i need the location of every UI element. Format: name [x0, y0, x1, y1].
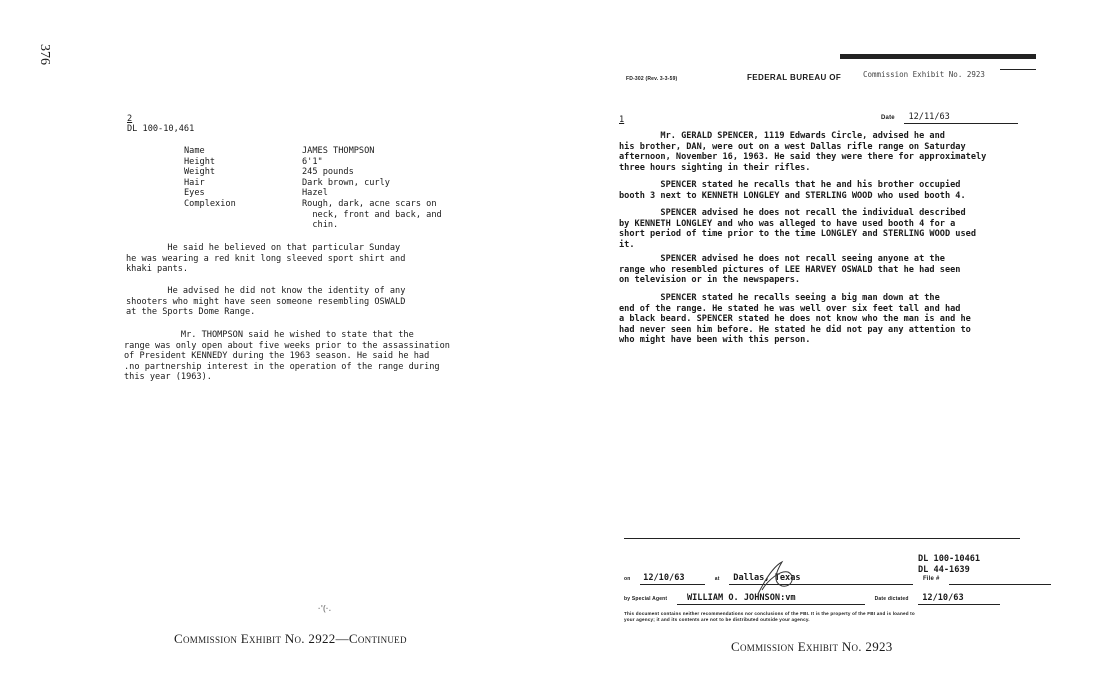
file-number: DL 100-10461: [918, 554, 981, 564]
exhibit-stamp: Commission Exhibit No. 2923: [863, 70, 985, 79]
right-paragraph-5: SPENCER stated he recalls seeing a big man down at the end of the range. He stated he was well over six feet tall and had a black beard. SPENCER stated he does not know who the man is and he had never seen him before. He stated he did not pay any attention to who might have been with this person.: [619, 293, 971, 346]
field-label: Complexion: [184, 198, 236, 209]
agency-name: FEDERAL BUREAU OF: [747, 73, 842, 82]
at-label: at: [714, 576, 720, 582]
right-paragraph-4: SPENCER advised he does not recall seeing anyone at the range who resembled pictures of LEE HARVEY OSWALD that he had seen on television or in the newspapers.: [619, 254, 961, 286]
form-code: FD-302 (Rev. 3-3-59): [626, 76, 678, 82]
left-paragraph-3: Mr. THOMPSON said he wished to state that the range was only open about five weeks prior to the assassination of President KENNEDY during the 1963 season. He said he had .no partnership interest in the operation of the range during this year (1963).: [124, 330, 450, 383]
right-paragraph-2: SPENCER stated he recalls that he and his brother occupied booth 3 next to KENNETH LONGLEY and STERLING WOOD who used booth 4.: [619, 180, 966, 201]
description-table: [184, 146, 442, 231]
file-label: File #: [922, 576, 940, 582]
date-label: Date: [881, 115, 895, 121]
right-page-number: 1: [619, 115, 625, 125]
left-page-number: 2: [127, 114, 133, 124]
field-value: Rough, dark, acne scars on neck, front and back, and chin.: [302, 198, 442, 231]
left-file-ref: DL 100-10,461: [127, 124, 195, 134]
field-value: 6'1": [302, 156, 323, 167]
page-number: 376: [37, 44, 52, 65]
field-label: Weight: [184, 167, 216, 178]
agent-name: WILLIAM O. JOHNSON:vm: [677, 593, 865, 605]
header-bar: [840, 54, 1036, 59]
field-label: Name: [184, 146, 205, 156]
description-row: [184, 146, 442, 157]
description-row: [184, 188, 442, 199]
description-row: [184, 167, 442, 178]
right-paragraph-3: SPENCER advised he does not recall the individual described by KENNETH LONGLEY and who was alleged to have used booth 4 for a short period of time prior to the time LONGLEY and STERLING WOOD used it.: [619, 208, 976, 250]
signature-scribble: [752, 556, 802, 600]
field-label: Eyes: [184, 188, 205, 199]
notice-text: This document contains neither recommendations nor conclusions of the FBI. It is the property of the FBI and is loaned to your agency; it and its contents are not to be distributed outside your agency.: [624, 611, 915, 622]
date-line: [881, 104, 1018, 124]
field-value: 245 pounds: [302, 167, 354, 178]
field-value: JAMES THOMPSON: [302, 146, 375, 156]
file-line: [949, 565, 1051, 585]
agent-line: [624, 585, 1000, 605]
left-paragraph-2: He advised he did not know the identity of any shooters who might have seen someone resembling OSWALD at the Sports Dome Range.: [126, 286, 406, 318]
description-row: [184, 178, 442, 189]
footer-rule: [624, 538, 1020, 539]
file-number: DL 44-1639: [918, 564, 970, 575]
description-row: [184, 199, 442, 231]
header-rule: [1000, 69, 1036, 70]
dictated-date: 12/10/63: [918, 593, 1000, 605]
on-label: on: [624, 576, 631, 582]
right-paragraph-1: Mr. GERALD SPENCER, 1119 Edwards Circle, advised he and his brother, DAN, were out on a west Dallas rifle range on Saturday afternoon, November 16, 1963. He said they were there for approximately three hours sighting in their rifles.: [619, 131, 987, 173]
dictated-label: Date dictated: [874, 596, 909, 602]
stray-mark: ·'(·.: [318, 604, 332, 613]
field-label: Height: [184, 156, 216, 167]
left-caption: Commission Exhibit No. 2922—Continued: [174, 631, 407, 646]
agent-label: by Special Agent: [624, 596, 668, 602]
description-row: [184, 157, 442, 168]
on-date: 12/10/63: [640, 573, 705, 585]
field-label: Hair: [184, 177, 205, 188]
right-caption: Commission Exhibit No. 2923: [731, 639, 893, 654]
left-paragraph-1: He said he believed on that particular Sunday he was wearing a red knit long sleeved sport shirt and khaki pants.: [126, 243, 406, 275]
field-value: Hazel: [302, 188, 328, 199]
on-line: [624, 565, 1051, 585]
date-value: 12/11/63: [904, 112, 1018, 124]
location: Dallas, Texas: [729, 573, 913, 585]
field-value: Dark brown, curly: [302, 177, 390, 188]
